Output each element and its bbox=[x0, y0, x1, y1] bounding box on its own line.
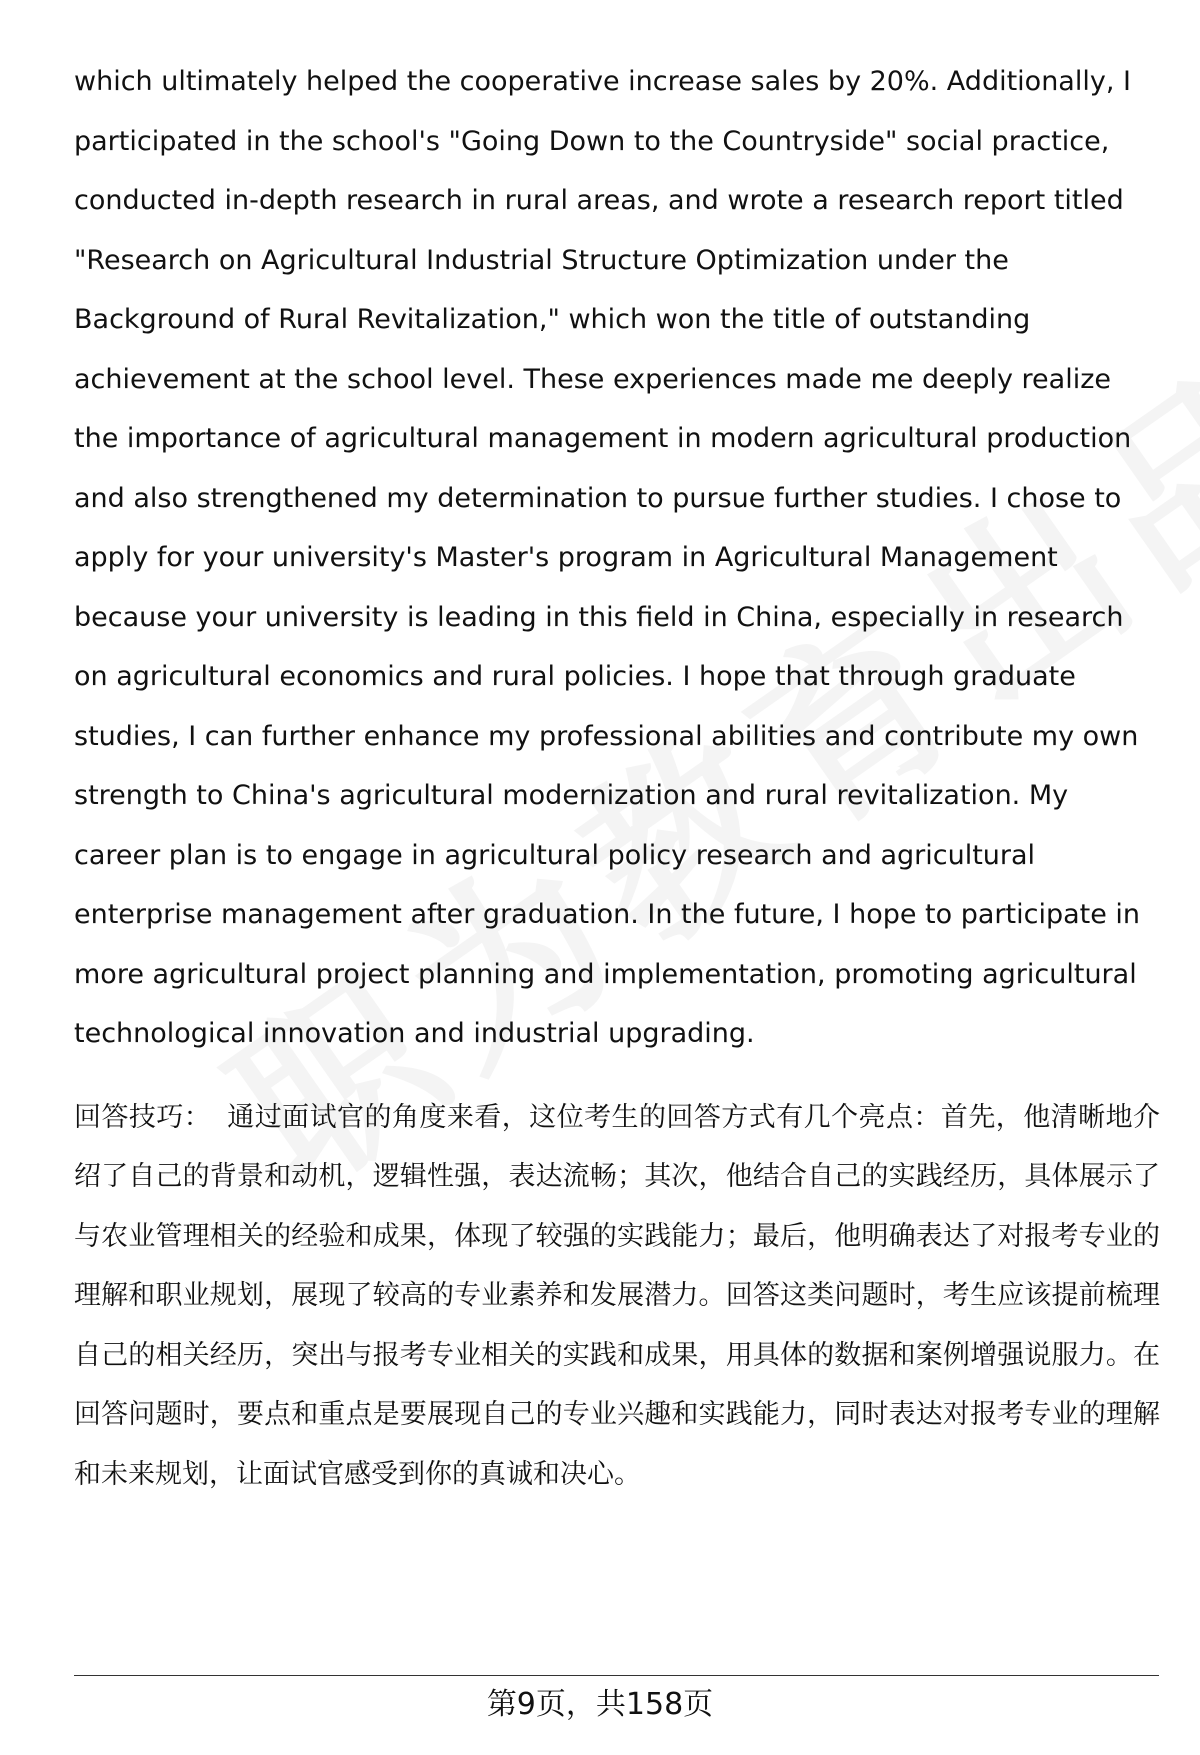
answer-tips-label: 回答技巧： bbox=[74, 1101, 212, 1133]
footer-divider bbox=[74, 1675, 1159, 1676]
page-number: 第9页，共158页 bbox=[486, 1687, 714, 1722]
answer-tips-paragraph bbox=[74, 1088, 1160, 1505]
page-content bbox=[74, 52, 1160, 1504]
english-paragraph: which ultimately helped the cooperative increase sales by 20%. Additionally, I participated in the school's "Going Down to the Countryside" social practice, conducted in-depth research in rural areas, and wrote a research report titled "Research on Agricultural Industrial Structure Optimization under the Background of Rural Revitalization," which won the title of outstanding achievement at the school level. These experiences made me deeply realize the importance of agricultural management in modern agricultural production and also strengthened my determination to pursue further studies. I chose to apply for your university's Master's program in Agricultural Management because your university is leading in this field in China, especially in research on agricultural economics and rural policies. I hope that through graduate studies, I can further enhance my professional abilities and contribute my own strength to China's agricultural modernization and rural revitalization. My career plan is to engage in agricultural policy research and agricultural enterprise management after graduation. In the future, I hope to participate in more agricultural project planning and implementation, promoting agricultural technological innovation and industrial upgrading. bbox=[74, 66, 1141, 1049]
answer-tips-text: 通过面试官的角度来看，这位考生的回答方式有几个亮点：首先，他清晰地介绍了自己的背景和动机，逻辑性强，表达流畅；其次，他结合自己的实践经历，具体展示了与农业管理相关的经验和成果，体现了较强的实践能力；最后，他明确表达了对报考专业的理解和职业规划，展现了较高的专业素养和发展潜力。回答这类问题时，考生应该提前梳理自己的相关经历，突出与报考专业相关的实践和成果，用具体的数据和案例增强说服力。在回答问题时，要点和重点是要展现自己的专业兴趣和实践能力，同时表达对报考专业的理解和未来规划，让面试官感受到你的真诚和决心。 bbox=[74, 1101, 1161, 1490]
